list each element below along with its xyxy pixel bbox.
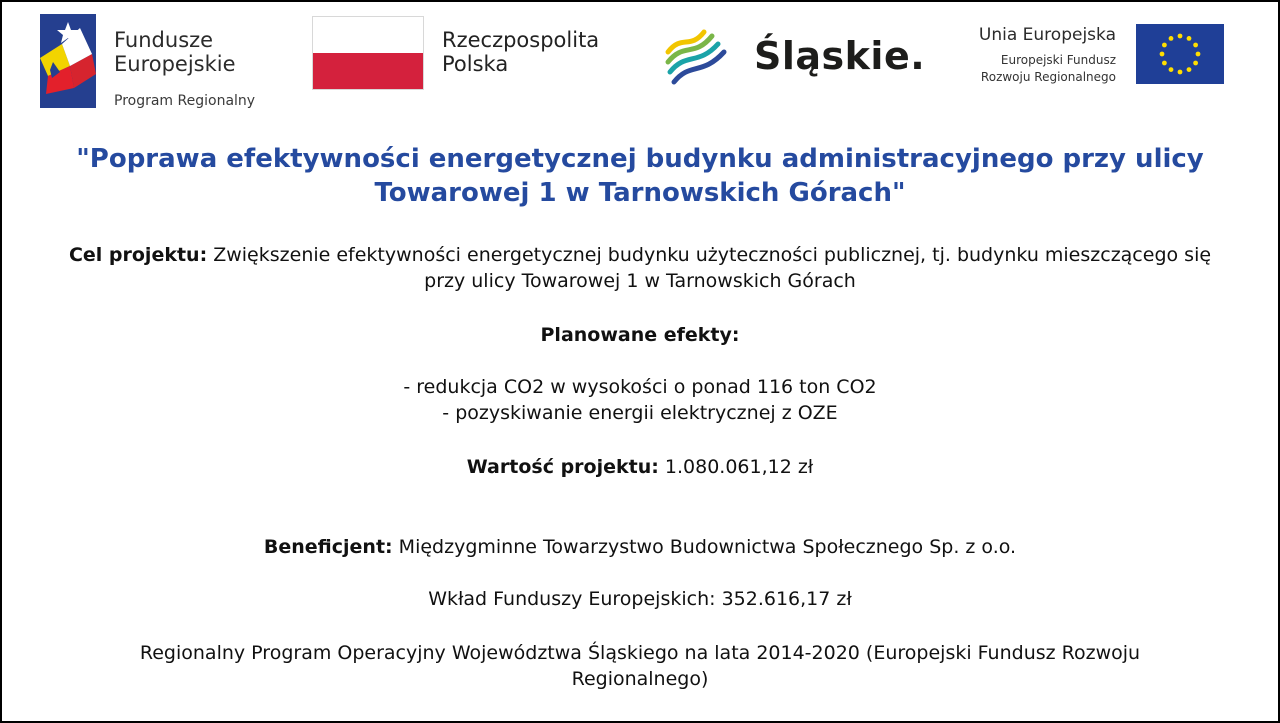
beneficiary-label: Beneficjent:: [263, 536, 393, 558]
logo-bar: [2, 2, 1278, 120]
goal-text: Zwiększenie efektywności energetycznej budynku użyteczności publicznej, tj. budynku mieszczącego się przy ulicy Towarowej 1 w Tarnowskich Górach: [207, 244, 1212, 292]
eu-line3: Rozwoju Regionalnego: [980, 70, 1116, 84]
unia-europejska-logo: [958, 22, 1228, 92]
value-text: 1.080.061,12 zł: [658, 456, 814, 478]
slaskie-waves-icon: [662, 24, 732, 90]
project-value: [62, 454, 1218, 480]
poland-line1: Rzeczpospolita: [442, 28, 600, 52]
polish-flag-icon: [312, 16, 424, 90]
fundusze-line2: Europejskie: [114, 52, 236, 76]
goal-label: Cel projektu:: [68, 244, 208, 266]
slaskie-wordmark: Śląskie.: [754, 34, 926, 78]
project-goal: [62, 242, 1218, 294]
planned-effects-heading: Planowane efekty:: [540, 324, 740, 346]
poland-line2: Polska: [442, 52, 509, 76]
fundusze-europejskie-logo: [40, 12, 290, 112]
rzeczpospolita-polska-logo: [312, 16, 642, 92]
program-name: Regionalny Program Operacyjny Województwa Śląskiego na lata 2014-2020 (Europejski Fundusz Rozwoju Regionalnego): [139, 642, 1141, 690]
eu-contribution: Wkład Funduszy Europejskich: 352.616,17 zł: [428, 588, 852, 610]
beneficiary: [62, 534, 1218, 560]
fundusze-europejskie-icon: [40, 14, 104, 110]
slaskie-logo: [662, 24, 932, 90]
eu-flag-icon: [1136, 24, 1224, 84]
project-title: "Poprawa efektywności energetycznej budynku administracyjnego przy ulicy Towarowej 1 w Tarnowskich Górach": [76, 144, 1204, 208]
effects-list: [62, 374, 1218, 426]
eu-line1: Unia Europejska: [978, 25, 1116, 45]
beneficiary-text: Międzygminne Towarzystwo Budownictwa Społecznego Sp. z o.o.: [392, 536, 1017, 558]
value-label: Wartość projektu:: [466, 456, 659, 478]
fundusze-line1: Fundusze: [114, 28, 214, 52]
effect-item: - pozyskiwanie energii elektrycznej z OZE: [442, 402, 838, 424]
eu-line2: Europejski Fundusz: [1000, 53, 1116, 67]
fundusze-line3: Program Regionalny: [114, 93, 256, 109]
effect-item: - redukcja CO2 w wysokości o ponad 116 ton CO2: [403, 376, 877, 398]
